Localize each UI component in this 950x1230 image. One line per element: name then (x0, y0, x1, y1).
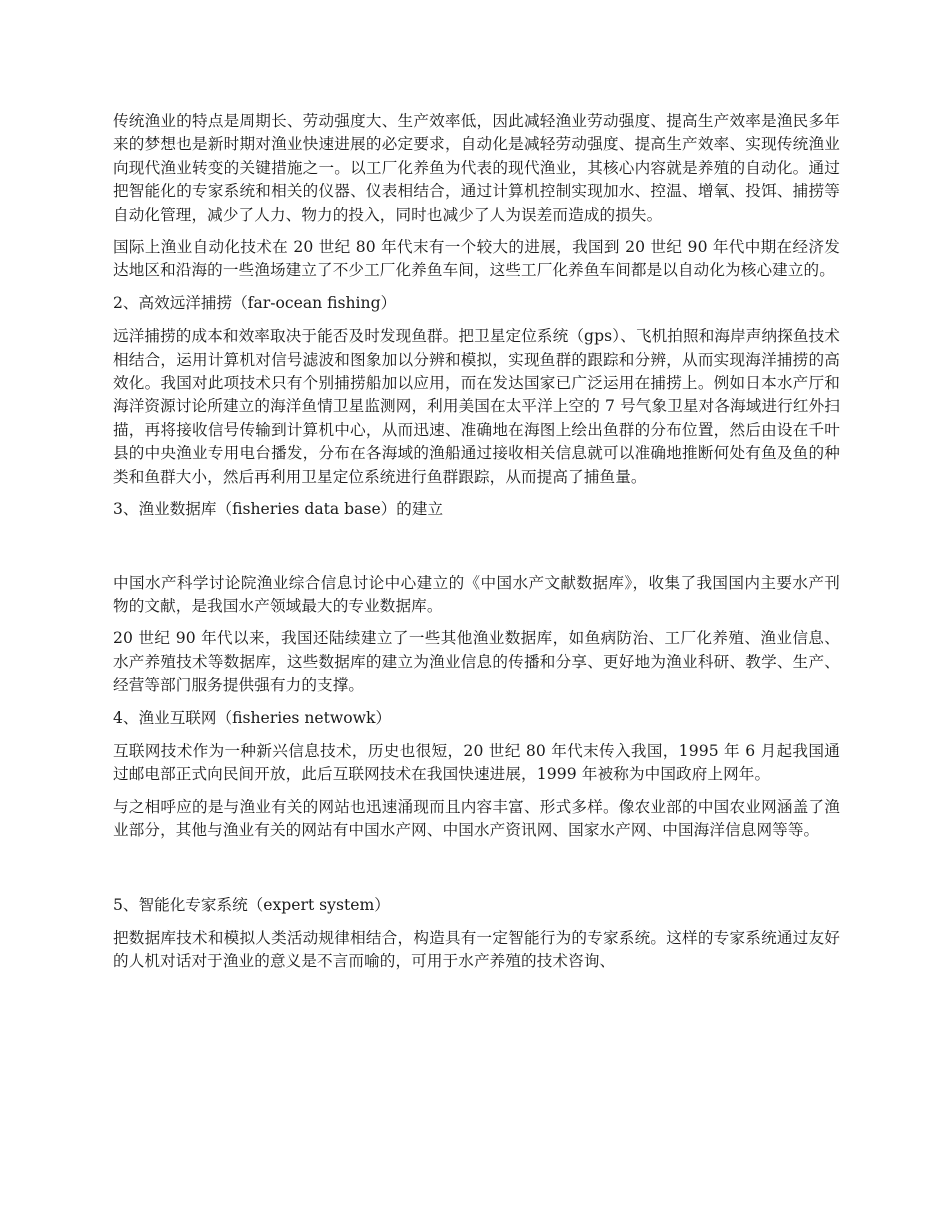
section-heading-far-ocean-fishing: 2、高效远洋捕捞（far-ocean fishing） (113, 293, 397, 312)
section-heading-fisheries-database: 3、渔业数据库（fisheries data base）的建立 (113, 500, 444, 519)
paragraph-internet-history: 互联网技术作为一种新兴信息技术，历史也很短，20 世纪 80 年代末传入我国，1995 年 6 月起我国通过邮电部正式向民间开放，此后互联网技术在我国快速进展，1999 年被称为中国政府上网年。 (113, 741, 840, 784)
paragraph-other-databases: 20 世纪 90 年代以来，我国还陆续建立了一些其他渔业数据库，如鱼病防治、工厂化养殖、渔业信息、水产养殖技术等数据库，这些数据库的建立为渔业信息的传播和分享、更好地为渔业科研、教学、生产、经营等部门服务提供强有力的支撑。 (113, 629, 840, 695)
paragraph-fishery-websites: 与之相呼应的是与渔业有关的网站也迅速涌现而且内容丰富、形式多样。像农业部的中国农业网涵盖了渔业部分，其他与渔业有关的网站有中国水产网、中国水产资讯网、国家水产网、中国海洋信息网等等。 (113, 797, 840, 840)
document-page (113, 110, 840, 983)
paragraph-fishery-automation: 传统渔业的特点是周期长、劳动强度大、生产效率低，因此减轻渔业劳动强度、提高生产效率是渔民多年来的梦想也是新时期对渔业快速进展的必定要求，自动化是减轻劳动强度、提高生产效率、实现传统渔业向现代渔业转变的关键措施之一。以工厂化养鱼为代表的现代渔业，其核心内容就是养殖的自动化。通过把智能化的专家系统和相关的仪器、仪表相结合，通过计算机控制实现加水、控温、增氧、投饵、捕捞等自动化管理，减少了人力、物力的投入，同时也减少了人为误差而造成的损失。 (113, 112, 840, 224)
paragraph-automation-history: 国际上渔业自动化技术在 20 世纪 80 年代末有一个较大的进展，我国到 20 世纪 90 年代中期在经济发达地区和沿海的一些渔场建立了不少工厂化养鱼车间，这些工厂化养鱼车间都是以自动化为核心建立的。 (113, 238, 840, 280)
section-heading-expert-system: 5、智能化专家系统（expert system） (113, 895, 390, 914)
blank-space (113, 852, 840, 894)
paragraph-far-ocean-fishing: 远洋捕捞的成本和效率取决于能否及时发现鱼群。把卫星定位系统（gps）、飞机拍照和海岸声纳探鱼技术相结合，运用计算机对信号滤波和图象加以分辨和模拟，实现鱼群的跟踪和分辨，从而实现海洋捕捞的高效化。我国对此项技术只有个别捕捞船加以应用，而在发达国家已广泛运用在捕捞上。例如日本水产厅和海洋资源讨论所建立的海洋鱼情卫星监测网，利用美国在太平洋上空的 7 号气象卫星对各海域进行红外扫描，再将接收信号传输到计算机中心，从而迅速、准确地在海图上绘出鱼群的分布位置，然后由设在千叶县的中央渔业专用电台播发，分布在各海域的渔船通过接收相关信息就可以准确地推断何处有鱼及鱼的种类和鱼群大小，然后再利用卫星定位系统进行鱼群跟踪，从而提高了捕鱼量。 (113, 327, 840, 486)
section-heading-fisheries-network: 4、渔业互联网（fisheries netwowk） (113, 708, 392, 727)
blank-space (113, 532, 840, 572)
paragraph-fishery-literature-database: 中国水产科学讨论院渔业综合信息讨论中心建立的《中国水产文献数据库》，收集了我国国内主要水产刊物的文献，是我国水产领域最大的专业数据库。 (113, 573, 840, 615)
paragraph-expert-system: 把数据库技术和模拟人类活动规律相结合，构造具有一定智能行为的专家系统。这样的专家系统通过友好的人机对话对于渔业的意义是不言而喻的，可用于水产养殖的技术咨询、 (113, 928, 840, 971)
